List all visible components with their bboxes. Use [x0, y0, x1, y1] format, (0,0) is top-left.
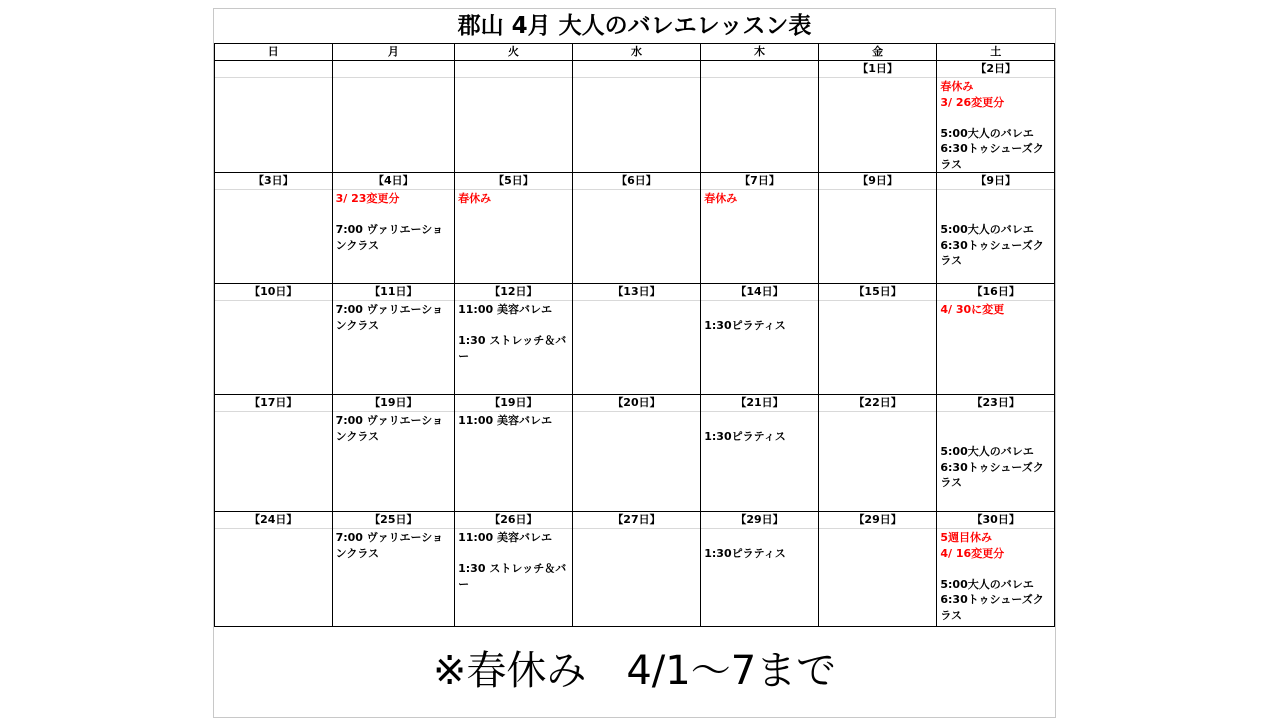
day-entries [333, 529, 455, 561]
day-number: 【21日】 [701, 395, 818, 412]
day-number: 【17日】 [215, 395, 332, 412]
day-cell [332, 173, 455, 284]
day-cell [455, 173, 573, 284]
day-number: 【11日】 [333, 284, 455, 301]
day-number: 【29日】 [701, 512, 818, 529]
week-row [215, 61, 1055, 173]
notice-entry: 4/ 30に変更 [940, 303, 1005, 316]
weekday-sun: 日 [215, 44, 333, 61]
notice-entry: 3/ 26変更分 [940, 95, 1005, 109]
day-number: 【4日】 [333, 173, 455, 190]
day-number [573, 61, 701, 78]
lesson-entry: 7:00 ヴァリエーションクラス [335, 303, 443, 332]
day-cell [937, 284, 1055, 395]
day-cell [215, 173, 333, 284]
weekday-fri: 金 [818, 44, 937, 61]
day-cell [937, 512, 1055, 627]
day-cell [818, 284, 937, 395]
day-cell [455, 284, 573, 395]
day-entries [573, 529, 701, 530]
day-entries [455, 78, 572, 79]
day-entries [455, 412, 572, 429]
lesson-entry [704, 530, 816, 546]
lesson-entry: 1:30 ストレッチ＆バー [458, 562, 567, 591]
lesson-entry [940, 207, 1052, 223]
day-entries [215, 301, 332, 302]
day-number [701, 61, 818, 78]
lesson-entry: 11:00 美容バレエ [458, 531, 552, 544]
day-entries [701, 529, 818, 561]
day-number: 【29日】 [819, 512, 937, 529]
lesson-entry: 5:00大人のバレエ [940, 445, 1034, 458]
day-entries [819, 301, 937, 302]
weekday-wed: 水 [572, 44, 701, 61]
day-number: 【6日】 [573, 173, 701, 190]
day-cell [215, 284, 333, 395]
lesson-entry [704, 413, 816, 429]
lesson-entry: 6:30トゥシューズクラス [940, 593, 1044, 622]
day-cell [332, 395, 455, 512]
day-number: 【25日】 [333, 512, 455, 529]
week-row [215, 512, 1055, 627]
day-cell [332, 61, 455, 173]
day-number: 【2日】 [937, 61, 1054, 78]
day-number: 【20日】 [573, 395, 701, 412]
day-number: 【10日】 [215, 284, 332, 301]
day-cell [701, 395, 819, 512]
day-entries [819, 78, 937, 79]
notice-entry: 4/ 16変更分 [940, 546, 1005, 560]
day-number: 【23日】 [937, 395, 1054, 412]
day-cell [215, 61, 333, 173]
lesson-entry: 5:00大人のバレエ [940, 223, 1034, 236]
day-entries [215, 529, 332, 530]
day-cell [572, 173, 701, 284]
lesson-entry: 1:30ピラティス [704, 318, 786, 332]
weekday-tue: 火 [455, 44, 573, 61]
lesson-entry [336, 207, 453, 223]
day-number: 【7日】 [701, 173, 818, 190]
day-entries [937, 529, 1054, 623]
lesson-entry [940, 191, 1052, 207]
day-entries [701, 412, 818, 444]
day-cell [332, 512, 455, 627]
lesson-entry [940, 413, 1052, 429]
day-cell [937, 173, 1055, 284]
day-entries [573, 190, 701, 191]
day-cell [937, 61, 1055, 173]
lesson-entry [704, 302, 816, 318]
lesson-entry [940, 429, 1052, 445]
day-cell [572, 284, 701, 395]
day-cell [701, 173, 819, 284]
day-entries [333, 301, 455, 333]
lesson-entry: 5:00大人のバレエ [940, 126, 1034, 140]
weekday-header-row [215, 44, 1055, 61]
lesson-entry: 6:30トゥシューズクラス [940, 460, 1044, 489]
day-number: 【14日】 [701, 284, 818, 301]
lesson-entry: 11:00 美容バレエ [458, 303, 552, 316]
day-number: 【27日】 [573, 512, 701, 529]
day-entries [455, 190, 572, 207]
day-entries [573, 78, 701, 79]
day-cell [701, 284, 819, 395]
day-cell [701, 512, 819, 627]
lesson-entry [940, 110, 1052, 126]
day-cell [818, 512, 937, 627]
day-number [333, 61, 455, 78]
day-entries [215, 78, 332, 79]
lesson-entry [940, 561, 1052, 577]
lesson-entry: 7:00 ヴァリエーションクラス [335, 223, 443, 252]
lesson-entry [458, 318, 570, 334]
day-number: 【16日】 [937, 284, 1054, 301]
notice-entry: 3/ 23変更分 [335, 192, 400, 205]
day-entries [333, 190, 455, 253]
notice-entry: 春休み [940, 80, 974, 93]
day-number: 【30日】 [937, 512, 1054, 529]
calendar-table [214, 43, 1055, 627]
day-number: 【24日】 [215, 512, 332, 529]
day-entries [455, 529, 572, 592]
lesson-entry [458, 546, 570, 562]
day-number: 【13日】 [573, 284, 701, 301]
week-row [215, 173, 1055, 284]
day-entries [573, 301, 701, 302]
lesson-entry: 1:30 ストレッチ＆バー [458, 334, 567, 363]
day-entries [819, 529, 937, 530]
day-cell [818, 61, 937, 173]
lesson-entry: 1:30ピラティス [704, 429, 786, 443]
day-cell [572, 61, 701, 173]
day-cell [455, 512, 573, 627]
weekday-sat: 土 [937, 44, 1055, 61]
notice-entry: 春休み [704, 192, 738, 205]
day-cell [701, 61, 819, 173]
day-number: 【9日】 [937, 173, 1054, 190]
day-cell [937, 395, 1055, 512]
day-cell [332, 284, 455, 395]
notice-entry: 5週目休み [940, 531, 993, 544]
day-cell [215, 395, 333, 512]
day-number: 【15日】 [819, 284, 937, 301]
lesson-entry: 1:30ピラティス [704, 546, 786, 560]
day-entries [333, 78, 455, 79]
day-number: 【19日】 [455, 395, 572, 412]
day-number: 【22日】 [819, 395, 937, 412]
week-row [215, 284, 1055, 395]
day-number: 【19日】 [333, 395, 455, 412]
day-number [455, 61, 572, 78]
lesson-entry: 7:00 ヴァリエーションクラス [335, 531, 443, 560]
day-entries [455, 301, 572, 364]
weekday-mon: 月 [332, 44, 455, 61]
day-number: 【9日】 [819, 173, 937, 190]
day-entries [937, 412, 1054, 491]
lesson-entry: 6:30トゥシューズクラス [940, 142, 1044, 171]
lesson-entry: 5:00大人のバレエ [940, 577, 1034, 591]
day-number [215, 61, 332, 78]
schedule-sheet [213, 8, 1056, 718]
page-title: 郡山 4月 大人のバレエレッスン表 [457, 13, 812, 39]
notice-entry: 春休み [458, 192, 492, 205]
day-cell [572, 512, 701, 627]
day-cell [215, 512, 333, 627]
day-cell [455, 61, 573, 173]
day-entries [937, 301, 1054, 318]
day-cell [818, 395, 937, 512]
day-cell [818, 173, 937, 284]
lesson-entry: 11:00 美容バレエ [458, 414, 552, 427]
day-number: 【12日】 [455, 284, 572, 301]
day-entries [215, 412, 332, 413]
day-entries [937, 78, 1054, 172]
lesson-entry: 6:30トゥシューズクラス [940, 238, 1044, 267]
day-number: 【5日】 [455, 173, 572, 190]
lesson-entry: 7:00 ヴァリエーションクラス [335, 414, 443, 443]
day-entries [701, 190, 818, 207]
day-cell [572, 395, 701, 512]
footer-note: ※春休み 4/1～7まで [432, 648, 837, 694]
day-entries [819, 190, 937, 191]
day-entries [937, 190, 1054, 269]
day-entries [701, 78, 818, 79]
day-entries [573, 412, 701, 413]
day-cell [455, 395, 573, 512]
day-entries [333, 412, 455, 444]
day-entries [701, 301, 818, 333]
day-entries [215, 190, 332, 191]
weekday-thu: 木 [701, 44, 819, 61]
day-number: 【26日】 [455, 512, 572, 529]
week-row [215, 395, 1055, 512]
day-entries [819, 412, 937, 413]
day-number: 【3日】 [215, 173, 332, 190]
day-number: 【1日】 [819, 61, 937, 78]
